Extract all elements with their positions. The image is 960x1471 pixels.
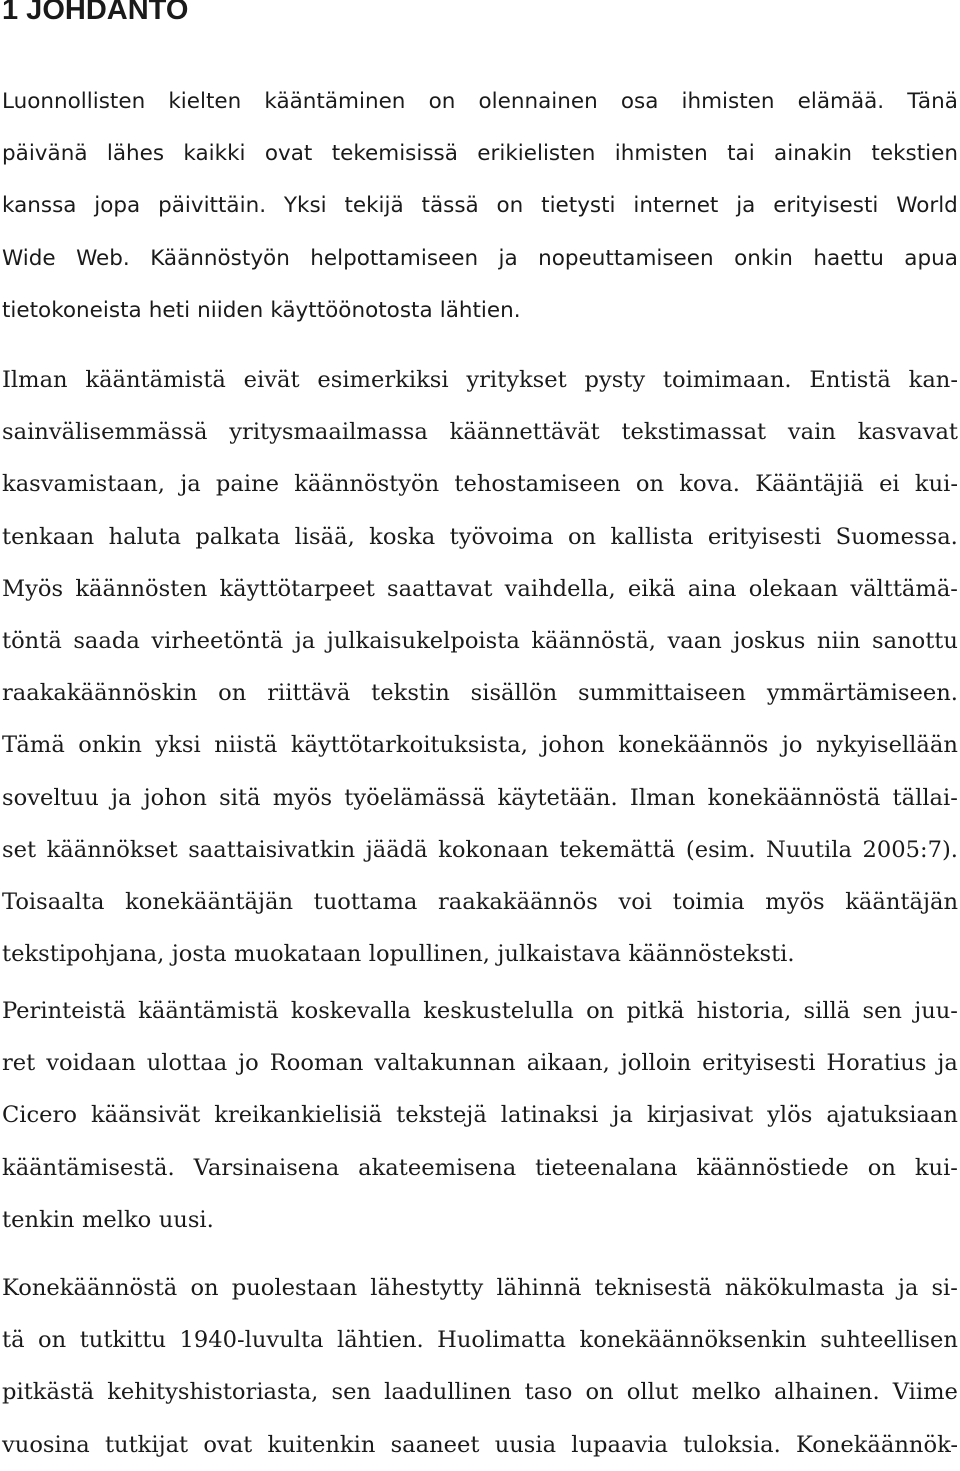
text-line: kasvamistaan, ja paine käännöstyön tehostamiseen on kova. Kääntäjiä ei kui-	[2, 471, 958, 498]
text-line: tietokoneista heti niiden käyttöönotosta lähtien.	[2, 297, 521, 323]
text-line: Tämä onkin yksi niistä käyttötarkoituksista, johon konekäännös jo nykyisellään	[2, 732, 958, 759]
text-line: päivänä lähes kaikki ovat tekemisissä erikielisten ihmisten tai ainakin tekstien	[2, 141, 958, 167]
text-line: Luonnollisten kielten kääntäminen on olennainen osa ihmisten elämää. Tänä	[2, 89, 958, 114]
text-line: Konekäännöstä on puolestaan lähestytty lähinnä teknisestä näkökulmasta ja si-	[2, 1275, 958, 1301]
text-line: soveltuu ja johon sitä myös työelämässä käytetään. Ilman konekäännöstä tällai-	[2, 784, 958, 811]
text-line: töntä saada virheetöntä ja julkaisukelpoista käännöstä, vaan joskus niin sanottu	[2, 627, 958, 654]
text-line: tenkaan haluta palkata lisää, koska työvoima on kallista erityisesti Suomessa.	[2, 523, 958, 550]
text-line: tenkin melko uusi.	[2, 1206, 214, 1233]
text-line: tä on tutkittu 1940-luvulta lähtien. Huolimatta konekäännöksenkin suhteellisen	[2, 1327, 958, 1354]
text-line: Myös käännösten käyttötarpeet saattavat vaihdella, eikä aina olekaan välttämä-	[2, 575, 958, 602]
paragraph-2	[2, 354, 958, 980]
text-line: tekstipohjana, josta muokataan lopullinen, julkaistava käännösteksti.	[2, 941, 795, 968]
paragraph-1	[2, 76, 958, 337]
paragraph-4	[2, 1262, 958, 1471]
text-line: Ilman kääntämistä eivät esimerkiksi yritykset pysty toimimaan. Entistä kan-	[2, 367, 958, 393]
text-line: kääntämisestä. Varsinaisena akateemisena tieteenalana käännöstiede on kui-	[2, 1154, 958, 1181]
paragraph-3	[2, 985, 958, 1246]
text-line: Wide Web. Käännöstyön helpottamiseen ja nopeuttamiseen onkin haettu apua	[2, 245, 958, 271]
text-line: Toisaalta konekääntäjän tuottama raakakäännös voi toimia myös kääntäjän	[2, 888, 958, 915]
text-line: Cicero käänsivät kreikankielisiä tekstejä latinaksi ja kirjasivat ylös ajatuksiaan	[2, 1102, 958, 1129]
text-line: kanssa jopa päivittäin. Yksi tekijä tässä on tietysti internet ja erityisesti World	[2, 193, 958, 219]
text-line: raakakäännöskin on riittävä tekstin sisällön summittaiseen ymmärtämiseen.	[2, 680, 958, 707]
text-line: pitkästä kehityshistoriasta, sen laadullinen taso on ollut melko alhainen. Viime	[2, 1379, 958, 1406]
text-line: ret voidaan ulottaa jo Rooman valtakunnan aikaan, jolloin erityisesti Horatius ja	[2, 1050, 958, 1077]
text-line: Perinteistä kääntämistä koskevalla keskustelulla on pitkä historia, sillä sen juu-	[2, 998, 958, 1024]
text-line: set käännökset saattaisivatkin jäädä kokonaan tekemättä (esim. Nuutila 2005:7).	[2, 836, 958, 863]
chapter-heading: 1 JOHDANTO	[2, 0, 189, 26]
text-line: vuosina tutkijat ovat kuitenkin saaneet uusia lupaavia tuloksia. Konekäännök-	[2, 1431, 958, 1458]
text-line: sainvälisemmässä yritysmaailmassa käännettävät tekstimassat vain kasvavat	[2, 419, 958, 446]
